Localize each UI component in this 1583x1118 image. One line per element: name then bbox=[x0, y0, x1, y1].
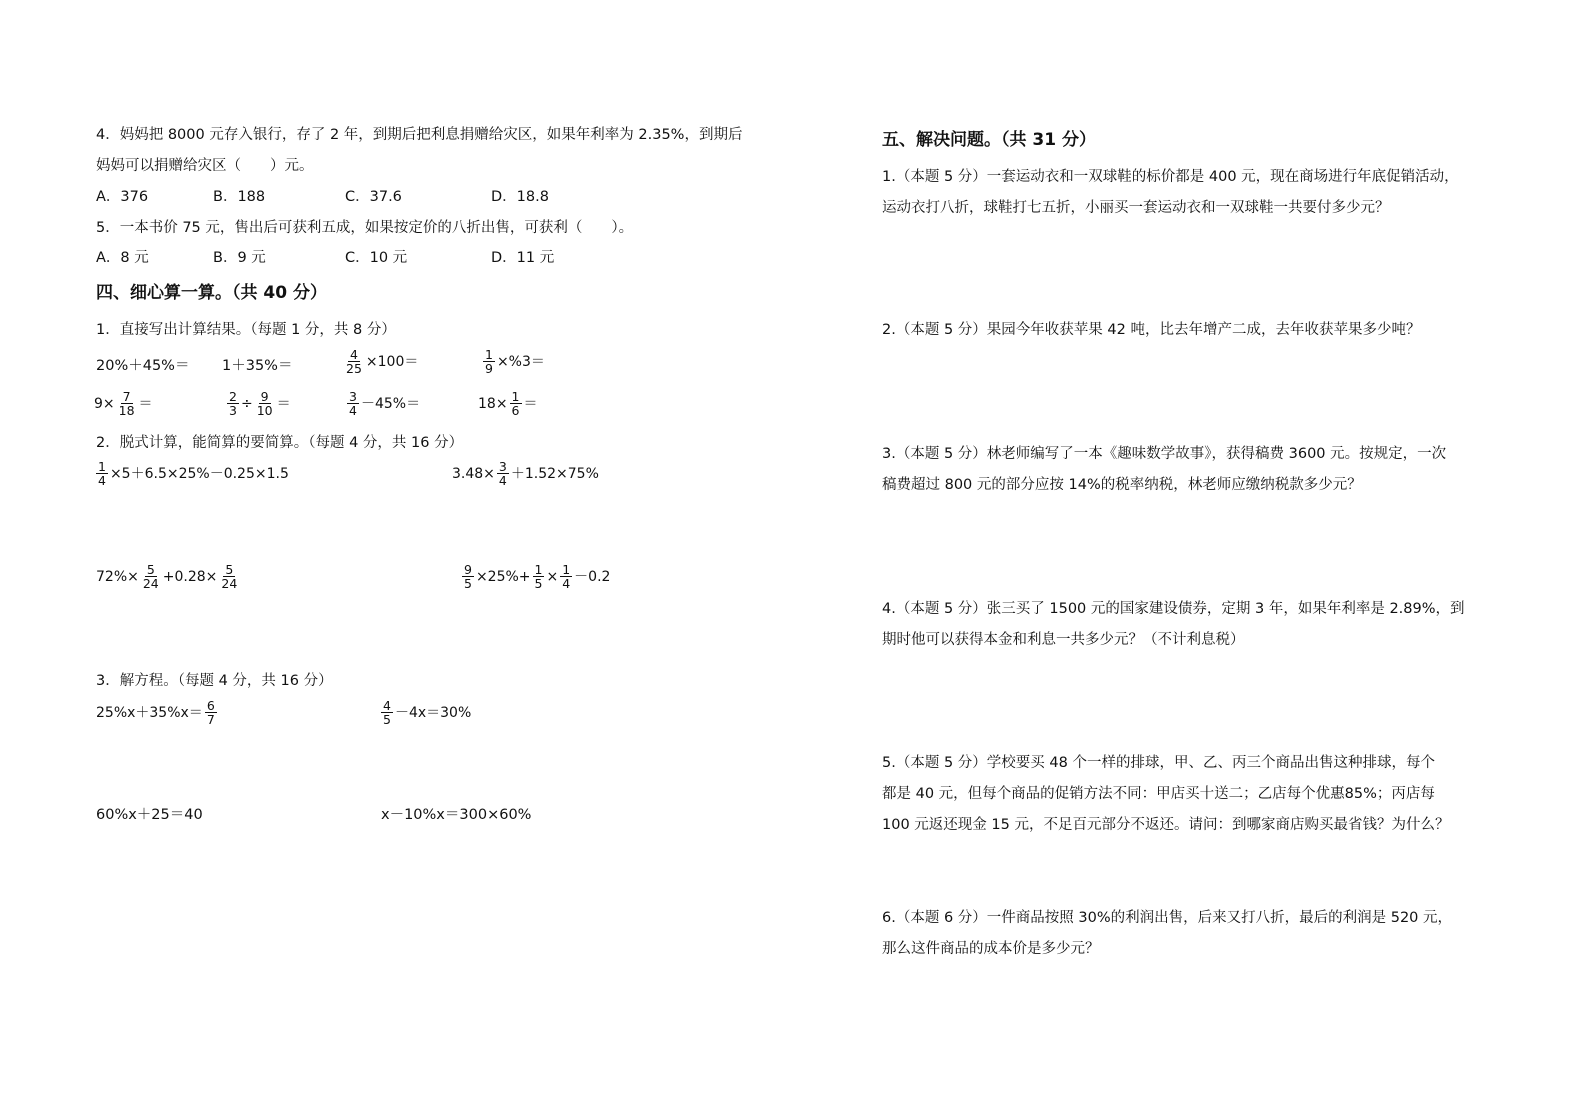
calc-2-3: $\frac{3}{4}$ －45%＝ bbox=[349, 389, 421, 418]
question-4-line-1: 4．妈妈把 8000 元存入银行，存了 2 年，到期后把利息捐赠给灾区，如果年利率为 2.35%，到期后 bbox=[96, 127, 743, 143]
problem-6-line-2: 那么这件商品的成本价是多少元？ bbox=[882, 941, 1100, 957]
expr-2-3: 72%× $\frac{5}{24}$ +0.28× $\frac{5}{24}$ bbox=[96, 562, 238, 591]
question-4-line-2: 妈妈可以捐赠给灾区（ ）元。 bbox=[96, 158, 314, 174]
expr-2-4: $\frac{9}{5}$ ×25%+ $\frac{1}{5}$ × $\frac{1}{4}$ －0.2 bbox=[464, 562, 611, 591]
equation-3: 60%x＋25＝40 bbox=[96, 807, 203, 823]
problem-5-line-3: 100 元返还现金 15 元，不足百元部分不返还。请问：到哪家商店购买最省钱？为什么？ bbox=[882, 817, 1450, 833]
problem-1-line-2: 运动衣打八折，球鞋打七五折，小丽买一套运动衣和一双球鞋一共要付多少元？ bbox=[882, 200, 1390, 216]
part-3-title: 3．解方程。（每题 4 分，共 16 分） bbox=[96, 673, 333, 689]
equation-4: x－10%x＝300×60% bbox=[381, 807, 532, 823]
fraction: $\frac{5}{24}$ bbox=[221, 562, 238, 591]
problem-2-line-1: 2.（本题 5 分）果园今年收获苹果 42 吨，比去年增产二成，去年收获苹果多少吨？ bbox=[882, 322, 1421, 338]
q4-option-d: D．18.8 bbox=[491, 189, 549, 205]
problem-3-line-1: 3.（本题 5 分）林老师编写了一本《趣味数学故事》，获得稿费 3600 元。按规定，一次 bbox=[882, 446, 1447, 462]
expr-2-1: $\frac{1}{4}$ ×5＋6.5×25%－0.25×1.5 bbox=[98, 459, 289, 488]
calc-1-4: $\frac{1}{9}$ ×%3＝ bbox=[485, 347, 545, 376]
fraction: $\frac{6}{7}$ bbox=[206, 698, 215, 727]
problem-3-line-2: 稿费超过 800 元的部分应按 14%的税率纳税，林老师应缴纳税款多少元？ bbox=[882, 477, 1362, 493]
calc-1-3: $\frac{4}{25}$ ×100＝ bbox=[346, 347, 419, 376]
part-1-title: 1．直接写出计算结果。（每题 1 分，共 8 分） bbox=[96, 322, 396, 338]
section-5-title: 五、解决问题。（共 31 分） bbox=[882, 130, 1096, 150]
fraction: $\frac{3}{4}$ bbox=[498, 459, 507, 488]
fraction: $\frac{9}{5}$ bbox=[464, 562, 472, 591]
q5-option-c: C．10 元 bbox=[345, 250, 408, 266]
fraction: $\frac{5}{24}$ bbox=[142, 562, 159, 591]
fraction: $\frac{7}{18}$ bbox=[118, 389, 135, 418]
calc-2-2: $\frac{2}{3}$ ÷ $\frac{9}{10}$ ＝ bbox=[229, 389, 291, 418]
problem-1-line-1: 1.（本题 5 分）一套运动衣和一双球鞋的标价都是 400 元，现在商场进行年底促销活动， bbox=[882, 169, 1459, 185]
fraction: $\frac{2}{3}$ bbox=[229, 389, 237, 418]
problem-5-line-2: 都是 40 元，但每个商品的促销方法不同：甲店买十送二；乙店每个优惠85%；丙店每 bbox=[882, 786, 1435, 802]
fraction: $\frac{1}{4}$ bbox=[98, 459, 106, 488]
fraction: $\frac{9}{10}$ bbox=[256, 389, 273, 418]
q5-option-b: B．9 元 bbox=[213, 250, 266, 266]
q4-option-c: C．37.6 bbox=[345, 189, 402, 205]
part-2-title: 2．脱式计算，能简算的要简算。（每题 4 分，共 16 分） bbox=[96, 435, 464, 451]
section-4-title: 四、细心算一算。（共 40 分） bbox=[96, 283, 327, 303]
problem-6-line-1: 6.（本题 6 分）一件商品按照 30%的利润出售，后来又打八折，最后的利润是 520 元， bbox=[882, 910, 1453, 926]
problem-4-line-1: 4.（本题 5 分）张三买了 1500 元的国家建设债券，定期 3 年，如果年利率是 2.89%，到 bbox=[882, 601, 1465, 617]
expr-2-2: 3.48× $\frac{3}{4}$ ＋1.52×75% bbox=[452, 459, 599, 488]
calc-1-2: 1＋35%＝ bbox=[222, 358, 293, 374]
fraction: $\frac{1}{6}$ bbox=[511, 389, 520, 418]
q4-option-b: B．188 bbox=[213, 189, 266, 205]
fraction: $\frac{1}{4}$ bbox=[562, 562, 571, 591]
calc-2-4: 18× $\frac{1}{6}$ ＝ bbox=[478, 389, 538, 418]
equation-2: $\frac{4}{5}$ －4x＝30% bbox=[383, 698, 472, 727]
fraction: $\frac{4}{5}$ bbox=[383, 698, 391, 727]
calc-1-1: 20%＋45%＝ bbox=[96, 358, 190, 374]
q4-option-a: A．376 bbox=[96, 189, 149, 205]
fraction: $\frac{3}{4}$ bbox=[349, 389, 357, 418]
calc-2-1: 9× $\frac{7}{18}$ ＝ bbox=[94, 389, 153, 418]
q5-option-d: D．11 元 bbox=[491, 250, 555, 266]
fraction: $\frac{1}{9}$ bbox=[485, 347, 493, 376]
fraction: $\frac{1}{5}$ bbox=[534, 562, 543, 591]
problem-4-line-2: 期时他可以获得本金和利息一共多少元？（不计利息税） bbox=[882, 632, 1245, 648]
fraction: $\frac{4}{25}$ bbox=[346, 347, 362, 376]
q5-option-a: A．8 元 bbox=[96, 250, 149, 266]
equation-1: 25%x＋35%x＝ $\frac{6}{7}$ bbox=[96, 698, 215, 727]
question-5-line-1: 5．一本书价 75 元，售出后可获利五成，如果按定价的八折出售，可获利（ ）。 bbox=[96, 220, 634, 236]
problem-5-line-1: 5.（本题 5 分）学校要买 48 个一样的排球，甲、乙、丙三个商品出售这种排球，每个 bbox=[882, 755, 1435, 771]
